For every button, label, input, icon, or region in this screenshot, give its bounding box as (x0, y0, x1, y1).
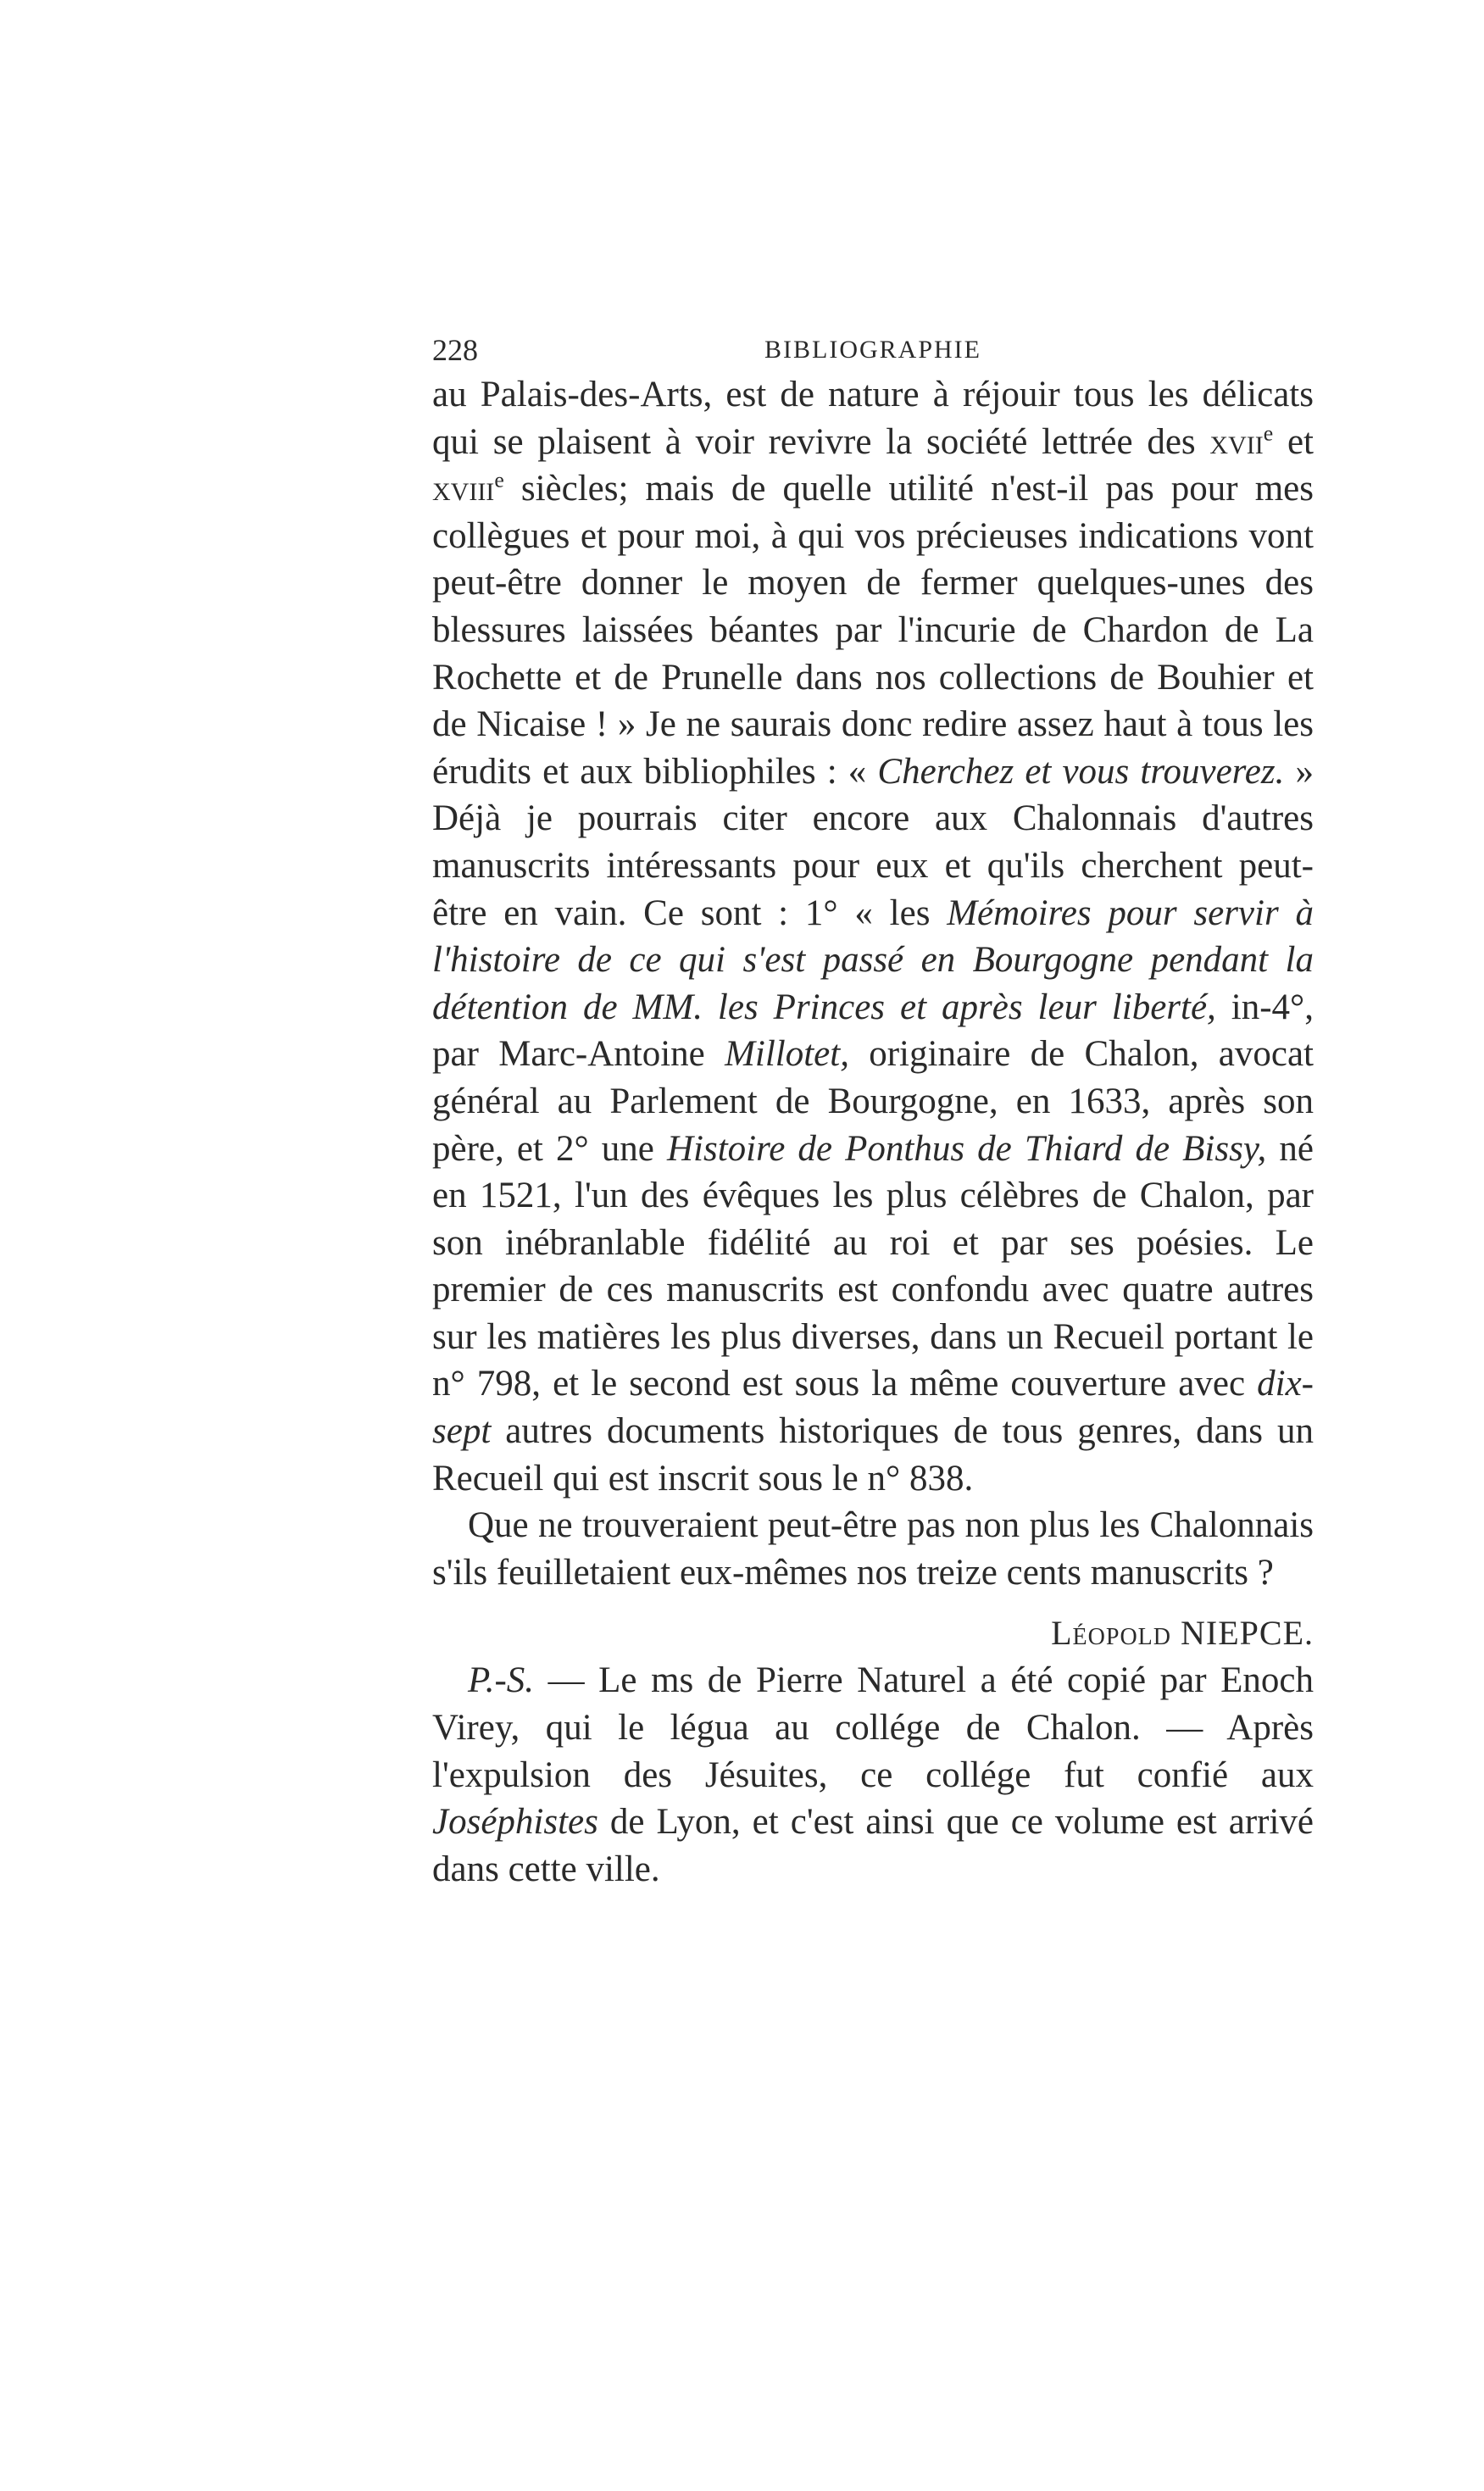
paragraph-main (432, 371, 1314, 1502)
author-signature (432, 1610, 1314, 1657)
running-title: BIBLIOGRAPHIE (764, 336, 981, 364)
italic-quote: Cherchez et vous trouverez. (877, 751, 1285, 792)
page-number: 228 (432, 333, 478, 367)
postscript-label: P.-S. (468, 1660, 535, 1701)
text-run: siècles; mais de quelle utilité n'est-il pas pour mes collègues et pour moi, à qui vos précieuses indications vont peut-être donner le moyen de fermer quelques-unes des blessures laissées béantes par l'incurie de Chardon de La Rochette et de Prunelle dans nos collections de Bouhier et de Nicaise ! » Je ne saurais donc redire assez haut à tous les érudits et aux bibliophiles : « (432, 469, 1314, 792)
text-run: in-4°, par Marc-Antoine (432, 987, 1314, 1075)
italic-author-name: Millotet, (725, 1034, 849, 1075)
book-page (432, 329, 1314, 1893)
superscript: e (494, 467, 504, 492)
text-run: autres documents historiques de tous genres, dans un Recueil qui est inscrit sous le n° 838. (432, 1411, 1314, 1498)
signature-first-name: Léopold (1051, 1614, 1171, 1653)
italic-title-memoires: Mémoires pour servir à l'histoire de ce qui s'est passé en Bourgogne pendant la détention de MM. les Princes et après leur liberté, (432, 892, 1314, 1027)
paragraph-question: Que ne trouveraient peut-être pas non plus les Chalonnais s'ils feuilletaient eux-mêmes nos treize cents manuscrits ? (432, 1505, 1314, 1593)
century-numeral: xviii (432, 469, 495, 509)
text-run: — Le ms de Pierre Naturel a été copié par Enoch Virey, qui le légua au collége de Chalon. — Après l'expulsion des Jésuites, ce collége fut confié aux (432, 1660, 1314, 1795)
italic-dix-sept: dix-sept (432, 1364, 1314, 1452)
superscript: e (1263, 420, 1274, 446)
paragraph-postscript (432, 1657, 1314, 1893)
text-run: originaire de Chalon, avocat général au Parlement de Bourgogne, en 1633, après son père, et 2° une (432, 1034, 1314, 1169)
text-run: au Palais-des-Arts, est de nature à réjouir tous les délicats qui se plaisent à voir revivre la société lettrée des (432, 375, 1314, 462)
signature-last-name: NIEPCE. (1181, 1614, 1314, 1653)
century-numeral: xvii (1209, 421, 1264, 462)
text-run: » Déjà je pourrais citer encore aux Chalonnais d'autres manuscrits intéressants pour eux et qu'ils cherchent peut-être en vain. Ce sont : 1° « les (432, 751, 1314, 933)
text-run: né en 1521, l'un des évêques les plus célèbres de Chalon, par son inébranlable fidélité au roi et par ses poésies. Le premier de ces manuscrits est confondu avec quatre autres sur les matières les plus diverses, dans un Recueil portant le n° 798, et le second est sous la même couverture avec (432, 1128, 1314, 1404)
page-header (432, 329, 1314, 371)
text-run: de Lyon, et c'est ainsi que ce volume est arrivé dans cette ville. (432, 1802, 1314, 1889)
italic-title-histoire: Histoire de Ponthus de Thiard de Bissy, (666, 1128, 1267, 1169)
body-text (432, 371, 1314, 1893)
italic-josephistes: Joséphistes (432, 1802, 598, 1843)
text-run: et (1273, 421, 1314, 462)
